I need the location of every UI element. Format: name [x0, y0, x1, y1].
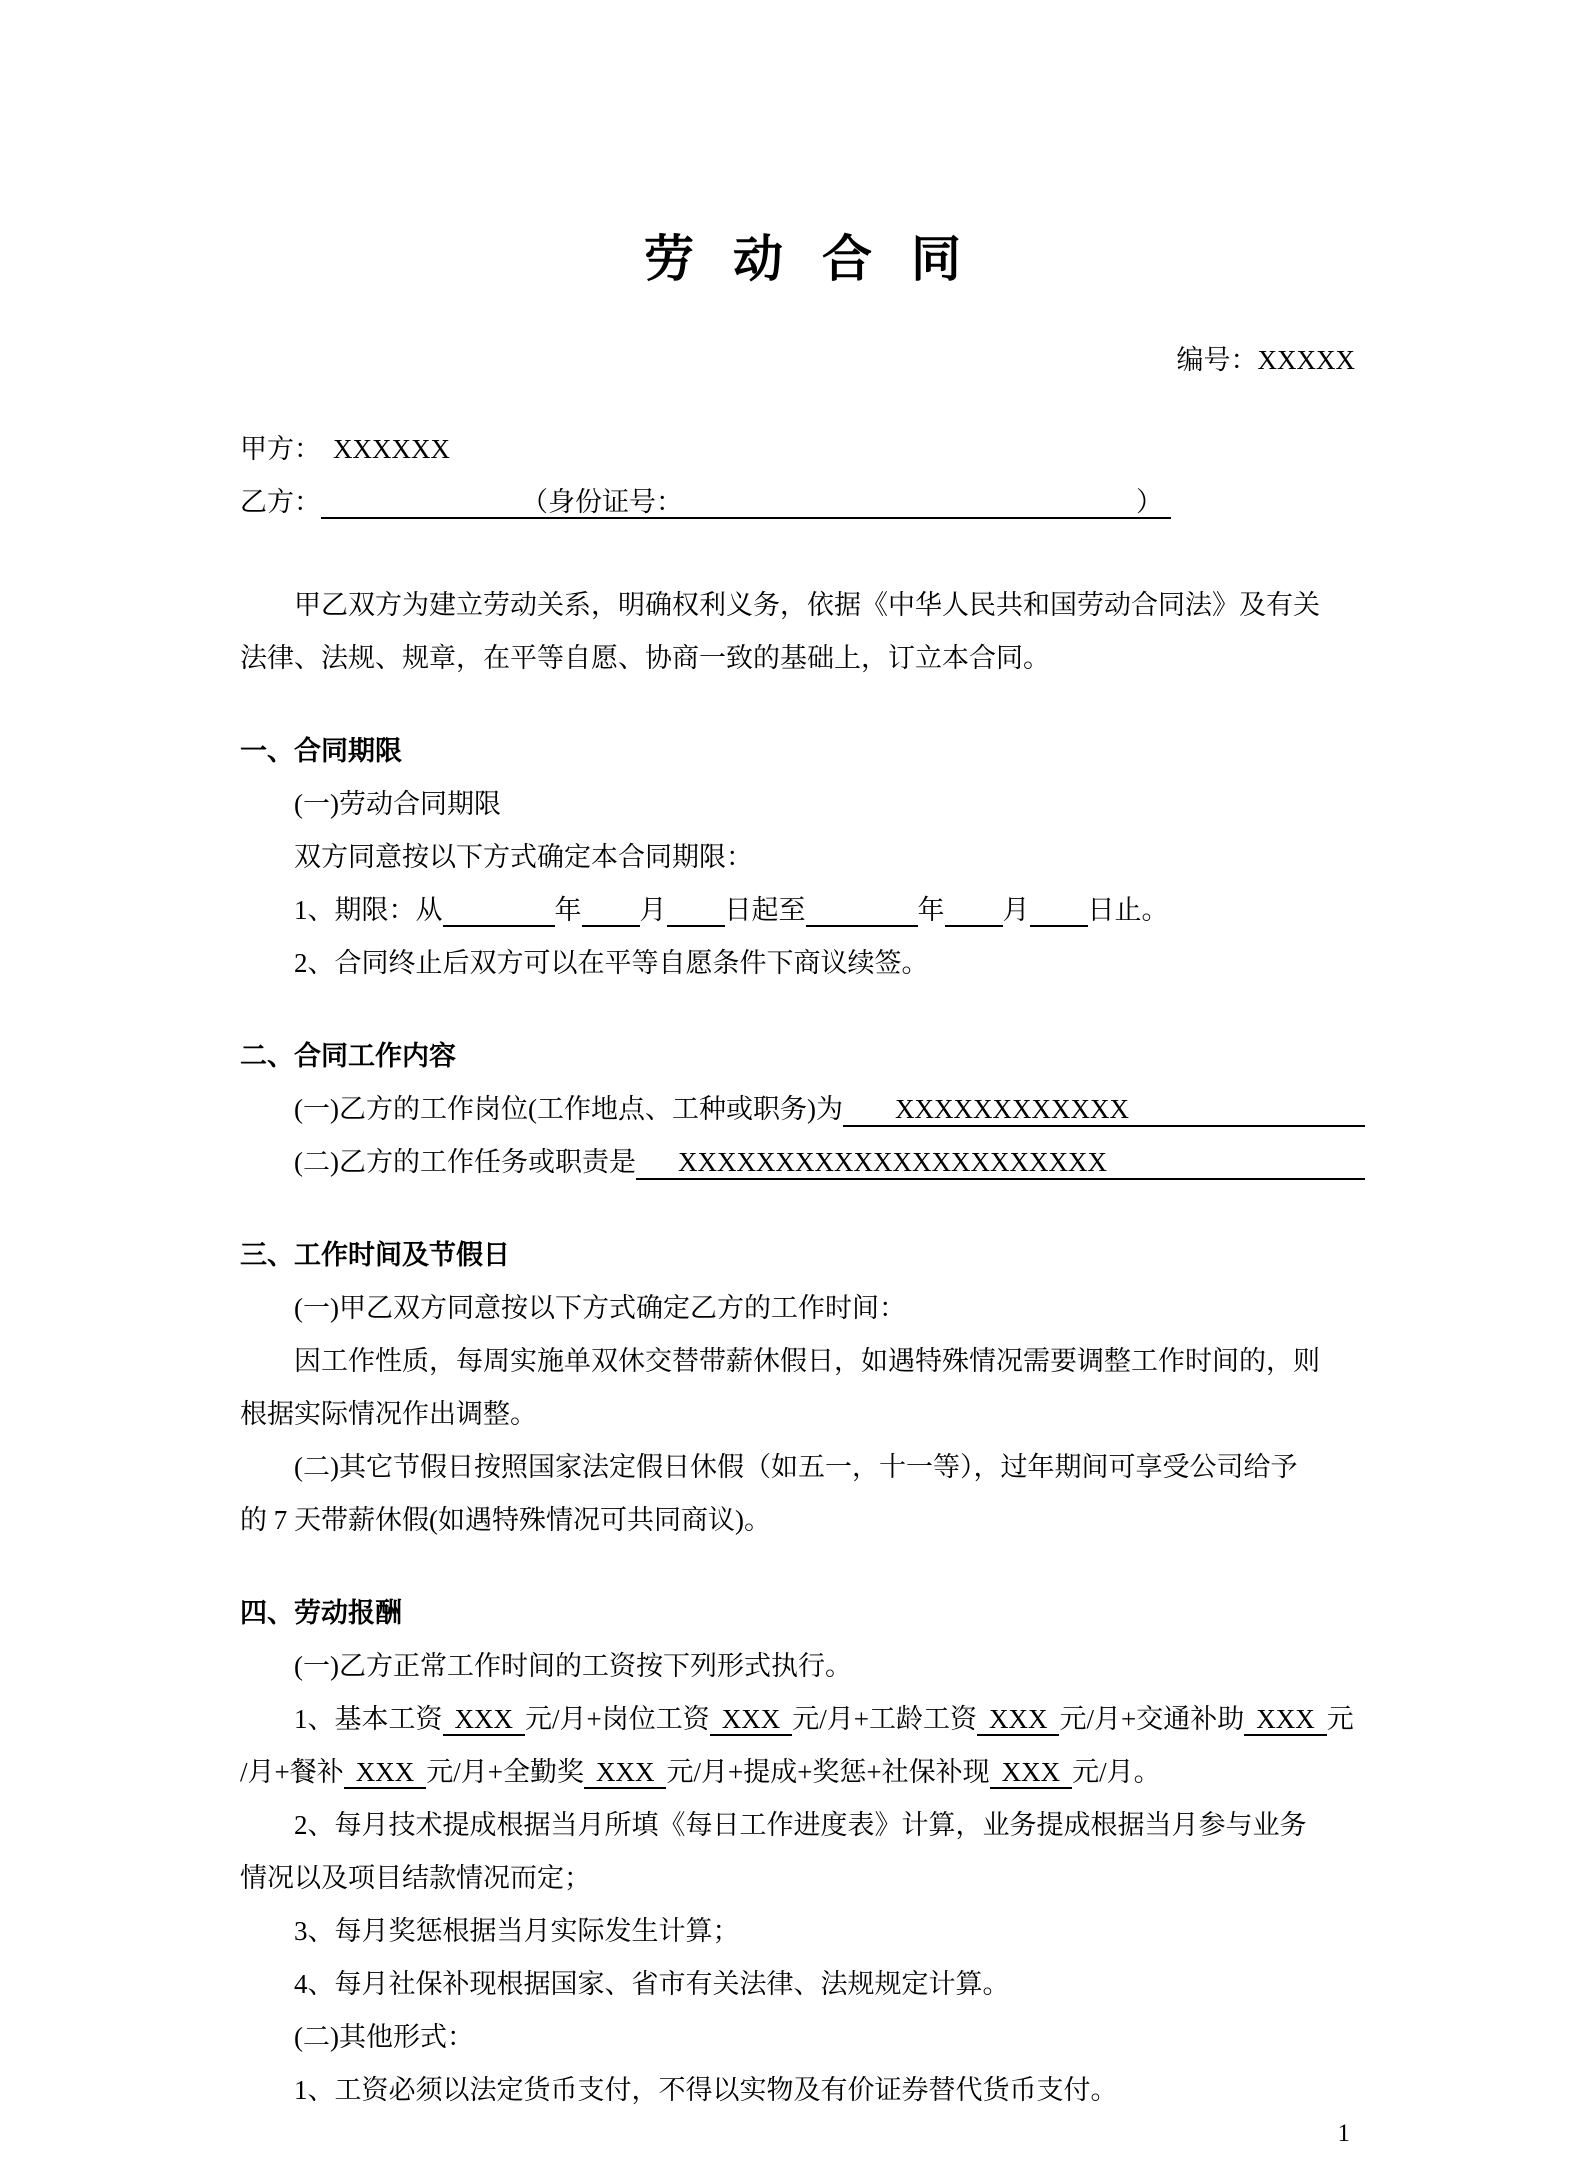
salary-yuan-label: 元: [1326, 1704, 1354, 1734]
term-text-month1: 月: [639, 895, 667, 925]
page-number: 1: [1337, 2120, 1350, 2147]
clause-4-other-1: 1、工资必须以法定货币支付，不得以实物及有价证券替代货币支付。: [294, 2075, 1118, 2105]
clause-2-1-line: [240, 1083, 1365, 1136]
clause-4-1: (一)乙方正常工作时间的工资按下列形式执行。: [294, 1651, 852, 1681]
salary-transport-label: 元/月+交通补助: [1059, 1704, 1245, 1734]
term-start-day-blank[interactable]: [667, 895, 725, 927]
term-text-to: 日起至: [724, 895, 806, 925]
salary-base-label: 1、基本工资: [294, 1704, 443, 1734]
job-duty-label: (二)乙方的工作任务或职责是: [294, 1147, 636, 1177]
term-end-day-blank[interactable]: [1030, 895, 1088, 927]
party-a-value: XXXXXX: [333, 434, 450, 464]
document-number-label: 编号：: [1176, 345, 1258, 375]
term-start-month-blank[interactable]: [582, 895, 640, 927]
party-b-id-close: ）: [1136, 487, 1163, 517]
term-text-end: 日止。: [1087, 895, 1169, 925]
salary-line-2: [240, 1746, 1365, 1799]
salary-attendance-label: 元/月+全勤奖: [426, 1757, 584, 1787]
section-3-heading: 三、工作时间及节假日: [240, 1240, 510, 1270]
salary-meal-label: /月+餐补: [240, 1757, 344, 1787]
clause-3-2-line-2: 根据实际情况作出调整。: [240, 1399, 537, 1429]
salary-seniority-blank[interactable]: XXX: [977, 1704, 1060, 1736]
job-duty-blank[interactable]: XXXXXXXXXXXXXXXXXXXXXX: [636, 1147, 1365, 1180]
party-b-underline: [321, 487, 1171, 519]
clause-1-intro: 双方同意按以下方式确定本合同期限：: [294, 842, 753, 872]
intro-line-1: 甲乙双方为建立劳动关系，明确权利义务，依据《中华人民共和国劳动合同法》及有关: [294, 590, 1320, 620]
term-text-year2: 年: [917, 895, 945, 925]
clause-4-3: 3、每月奖惩根据当月实际发生计算；: [294, 1916, 740, 1946]
salary-transport-blank[interactable]: XXX: [1244, 1704, 1327, 1736]
section-4-heading: 四、劳动报酬: [240, 1598, 402, 1628]
clause-1-term-line: [240, 884, 1365, 937]
document-number-value: XXXXX: [1257, 345, 1355, 375]
salary-post-label: 元/月+岗位工资: [525, 1704, 710, 1734]
clause-3-3-line-2: 的 7 天带薪休假(如遇特殊情况可共同商议)。: [240, 1505, 771, 1535]
salary-line-1: [240, 1693, 1365, 1746]
term-start-year-blank[interactable]: [443, 895, 555, 927]
salary-social-label: 元/月+提成+奖惩+社保补现: [666, 1757, 990, 1787]
clause-3-2-line-1: 因工作性质，每周实施单双休交替带薪休假日，如遇特殊情况需要调整工作时间的，则: [294, 1346, 1320, 1376]
party-b-id-label: （身份证号：: [521, 487, 683, 517]
intro-line-2: 法律、法规、规章，在平等自愿、协商一致的基础上，订立本合同。: [240, 643, 1050, 673]
term-end-month-blank[interactable]: [945, 895, 1003, 927]
salary-social-blank[interactable]: XXX: [990, 1757, 1073, 1789]
salary-post-blank[interactable]: XXX: [710, 1704, 793, 1736]
section-2-heading: 二、合同工作内容: [240, 1041, 456, 1071]
salary-seniority-label: 元/月+工龄工资: [792, 1704, 977, 1734]
party-b-label: 乙方：: [240, 487, 321, 517]
clause-3-3-line-1: (二)其它节假日按照国家法定假日休假（如五一，十一等），过年期间可享受公司给予: [294, 1452, 1298, 1482]
term-text-from: 1、期限：从: [294, 895, 443, 925]
term-text-month2: 月: [1002, 895, 1030, 925]
clause-1-2: 2、合同终止后双方可以在平等自愿条件下商议续签。: [294, 948, 929, 978]
job-position-label: (一)乙方的工作岗位(工作地点、工种或职务)为: [294, 1094, 843, 1124]
clause-1-1: (一)劳动合同期限: [294, 789, 501, 819]
section-1-heading: 一、合同期限: [240, 736, 402, 766]
clause-2-2-line: [240, 1136, 1365, 1189]
clause-4-4: 4、每月社保补现根据国家、省市有关法律、法规规定计算。: [294, 1969, 1010, 1999]
document-title: 劳动合同: [644, 231, 1000, 287]
clause-4-2-line-2: 情况以及项目结款情况而定；: [240, 1863, 591, 1893]
party-a-line: [240, 423, 1365, 476]
party-b-line: [240, 476, 1365, 529]
document-number-line: [240, 334, 1365, 387]
salary-meal-blank[interactable]: XXX: [344, 1757, 427, 1789]
salary-base-blank[interactable]: XXX: [443, 1704, 526, 1736]
term-end-year-blank[interactable]: [806, 895, 918, 927]
salary-end-label: 元/月。: [1072, 1757, 1161, 1787]
clause-4-other-heading: (二)其他形式：: [294, 2022, 474, 2052]
term-text-year1: 年: [554, 895, 582, 925]
clause-4-2-line-1: 2、每月技术提成根据当月所填《每日工作进度表》计算，业务提成根据当月参与业务: [294, 1810, 1307, 1840]
job-position-blank[interactable]: XXXXXXXXXXXX: [843, 1094, 1365, 1127]
salary-attendance-blank[interactable]: XXX: [584, 1757, 667, 1789]
clause-3-1: (一)甲乙双方同意按以下方式确定乙方的工作时间：: [294, 1293, 906, 1323]
party-a-label: 甲方：: [240, 434, 321, 464]
